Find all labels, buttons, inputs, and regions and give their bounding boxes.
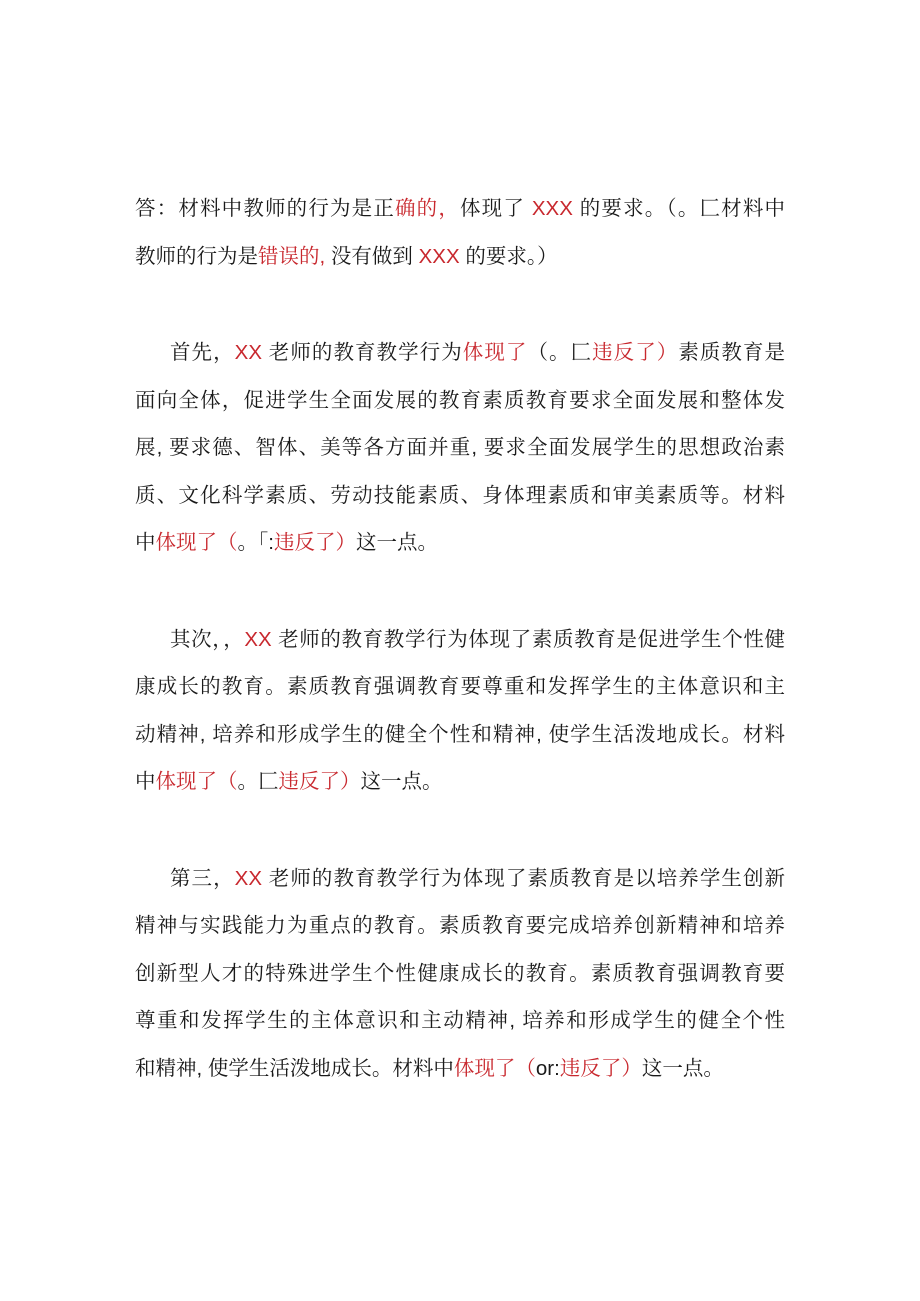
text-segment: 创新型人才的特殊进学生个性健康成长的教育。素质教育强调教育要 — [135, 961, 785, 985]
text-line — [135, 616, 785, 664]
text-segment: 和精神, 使学生活泼地成长。材料中 — [135, 1056, 454, 1080]
text-segment: 答：材料中教师的行为是正 — [135, 197, 395, 220]
highlighted-text: XX — [234, 341, 263, 364]
text-segment: 其次，， — [170, 627, 245, 651]
text-segment: 中 — [135, 770, 156, 793]
document-body — [135, 185, 785, 1141]
text-segment: 精神与实践能力为重点的教育。素质教育要完成培养创新精神和培养 — [135, 914, 785, 937]
text-line — [135, 233, 785, 281]
text-segment: 的要求。） — [459, 244, 558, 268]
text-segment: 。匚 — [237, 770, 279, 793]
text-line — [135, 997, 785, 1045]
text-segment: 这一点。 — [641, 1056, 724, 1080]
text-line — [135, 424, 785, 472]
text-segment: 动精神, 培养和形成学生的健全个性和精神, 使学生活泼地成长。材料 — [135, 722, 785, 746]
highlighted-text: 违反了） — [559, 1056, 642, 1080]
highlighted-text: 体现了（ — [155, 770, 238, 793]
text-segment: 老师的教育教学行为 — [262, 341, 463, 364]
text-segment: （。匚 — [527, 341, 593, 364]
first-point-paragraph — [135, 329, 785, 567]
third-point-paragraph — [135, 855, 785, 1093]
highlighted-text: 确的， — [395, 197, 460, 220]
text-segment: 康成长的教育。素质教育强调教育要尊重和发挥学生的主体意识和主 — [135, 675, 785, 698]
text-segment: 。「: — [237, 531, 274, 554]
text-segment: 第三， — [170, 866, 235, 890]
highlighted-text: XX — [244, 627, 272, 651]
text-line — [135, 1045, 785, 1093]
text-line — [135, 663, 785, 711]
text-segment: 中 — [135, 531, 156, 554]
answer-paragraph — [135, 185, 785, 280]
text-line — [135, 472, 785, 520]
text-line — [135, 855, 785, 903]
text-segment: 的要求。（。匚材料中 — [572, 197, 785, 220]
text-segment: 面向全体，促进学生全面发展的教育素质教育要求全面发展和整体发 — [135, 388, 785, 412]
text-segment: 质、文化科学素质、劳动技能素质、身体理素质和审美素质等。材料 — [135, 483, 785, 507]
text-line — [135, 185, 785, 233]
text-segment: 首先， — [170, 341, 235, 364]
text-segment: 教师的行为是 — [135, 244, 258, 268]
highlighted-text: 违反了） — [278, 770, 361, 793]
text-line — [135, 902, 785, 950]
text-segment: 尊重和发挥学生的主体意识和主动精神, 培养和形成学生的健全个性 — [135, 1009, 785, 1032]
text-line — [135, 950, 785, 998]
highlighted-text: XX — [234, 866, 263, 890]
text-line — [135, 329, 785, 377]
text-segment: 这一点。 — [360, 770, 443, 793]
text-line — [135, 519, 785, 567]
text-segment: 体现了 — [460, 197, 532, 220]
text-segment: 素质教育是 — [678, 341, 786, 364]
highlighted-text: XXX — [531, 197, 573, 220]
highlighted-text: 违反了） — [273, 531, 356, 554]
text-segment: or: — [535, 1056, 560, 1080]
text-segment: 老师的教育教学行为体现了素质教育是以培养学生创新 — [262, 866, 786, 890]
text-segment: 这一点。 — [355, 531, 438, 554]
text-segment: 展, 要求德、智体、美等各方面并重, 要求全面发展学生的思想政治素 — [135, 436, 785, 459]
highlighted-text: 错误的, — [258, 244, 326, 268]
highlighted-text: 体现了 — [462, 341, 528, 364]
text-line — [135, 758, 785, 806]
text-line — [135, 377, 785, 425]
text-segment: 没有做到 — [325, 244, 419, 268]
highlighted-text: XXX — [418, 244, 460, 268]
text-line — [135, 711, 785, 759]
second-point-paragraph — [135, 616, 785, 806]
highlighted-text: 违反了） — [592, 341, 679, 364]
highlighted-text: 体现了（ — [453, 1056, 536, 1080]
highlighted-text: 体现了（ — [155, 531, 238, 554]
text-segment: 老师的教育教学行为体现了素质教育是促进学生个性健 — [271, 627, 786, 651]
